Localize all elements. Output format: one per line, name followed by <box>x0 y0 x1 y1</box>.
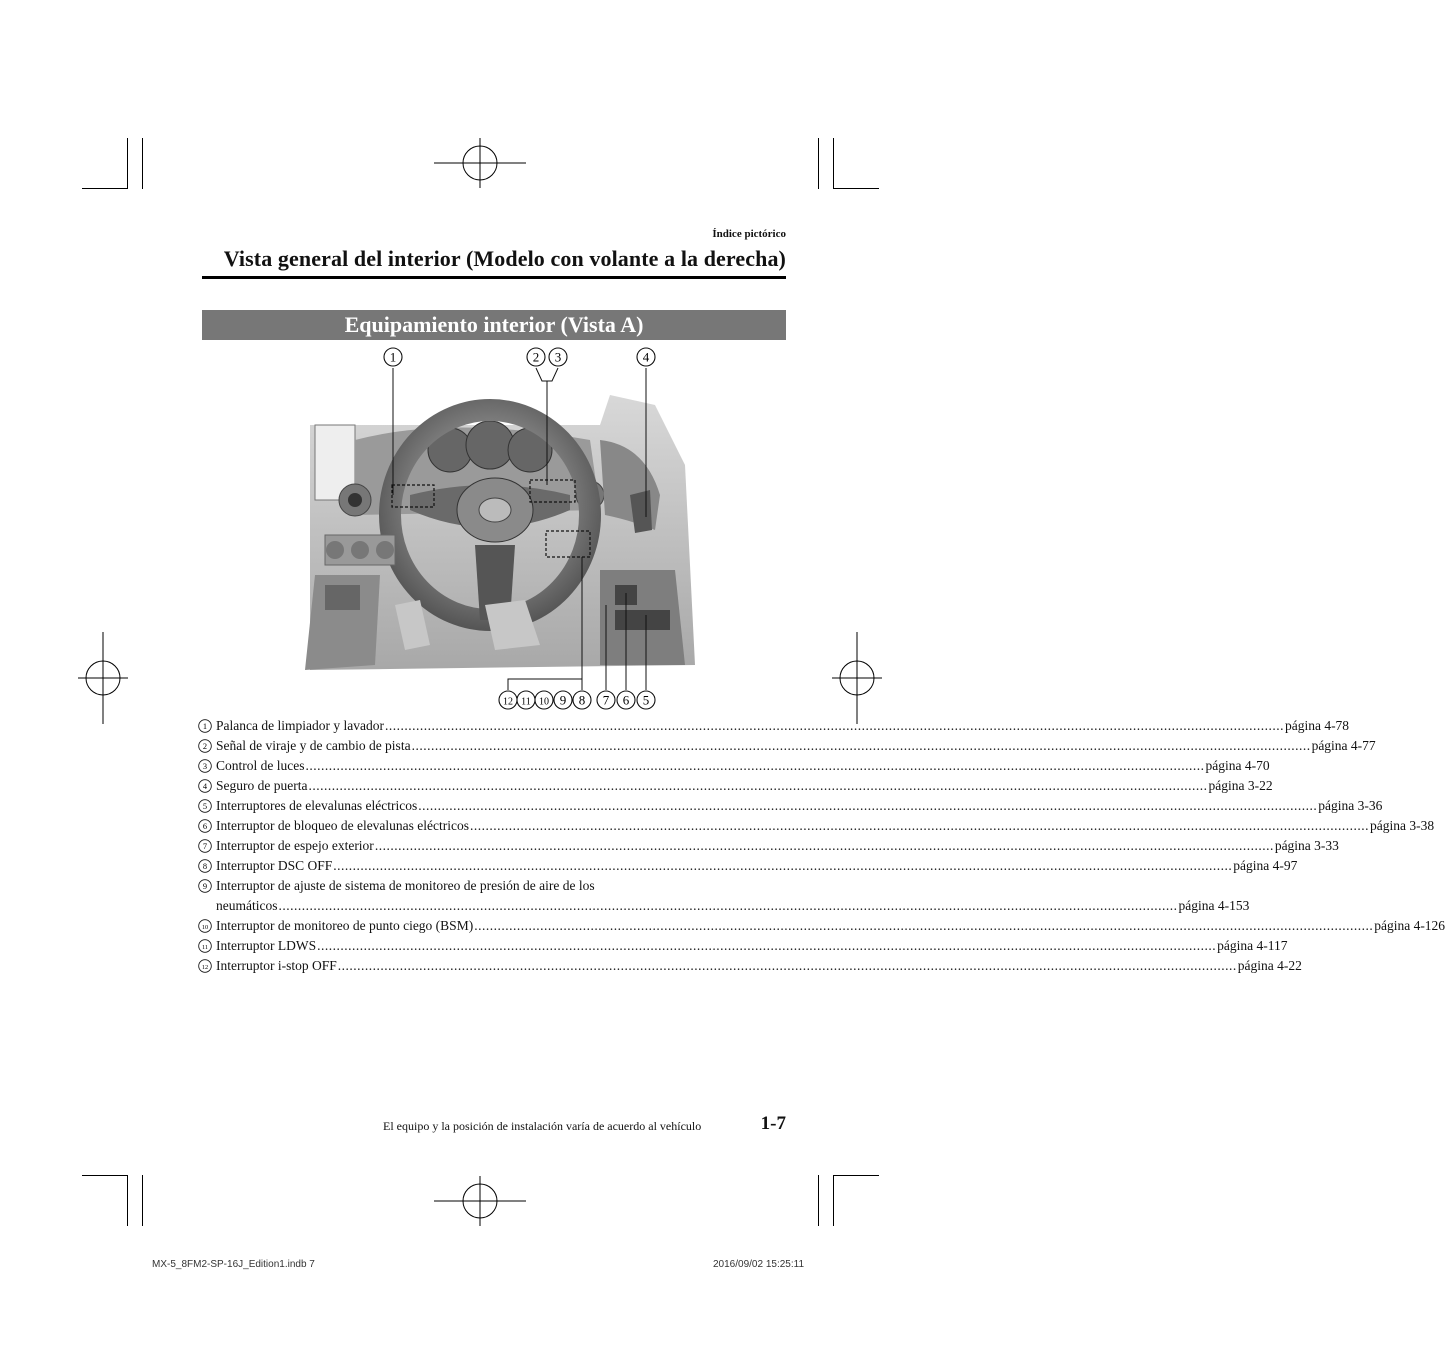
svg-text:10: 10 <box>539 696 549 708</box>
callout-7 <box>597 691 615 709</box>
footer-note: El equipo y la posición de instalación varía de acuerdo al vehículo <box>383 1119 702 1133</box>
svg-text:11: 11 <box>521 696 531 708</box>
interior-illustration <box>300 345 695 720</box>
leader-dots <box>418 796 1317 816</box>
item-page-ref[interactable]: página 4-77 <box>1311 738 1376 753</box>
callout-6 <box>617 691 635 709</box>
leader-dots <box>308 776 1207 796</box>
legend-item-2 <box>198 736 1376 756</box>
print-timestamp: 2016/09/02 15:25:11 <box>713 1259 805 1270</box>
item-number-6 <box>198 816 216 833</box>
svg-text:1: 1 <box>389 349 397 365</box>
leader-dots <box>338 956 1237 976</box>
registration-mark-bottom <box>434 1176 526 1226</box>
legend-item-8 <box>198 856 1298 876</box>
legend-item-6 <box>198 816 1435 836</box>
registration-mark-right <box>832 632 882 724</box>
item-page-ref[interactable]: página 3-36 <box>1318 798 1383 813</box>
item-number-3 <box>198 756 216 773</box>
item-page-ref[interactable]: página 4-117 <box>1217 938 1288 953</box>
item-legend <box>198 716 1445 976</box>
item-label: Interruptor de espejo exterior <box>216 838 374 853</box>
legend-item-1 <box>198 716 1350 736</box>
item-number-2 <box>198 736 216 753</box>
svg-text:9: 9 <box>559 692 567 708</box>
svg-text:4: 4 <box>202 781 208 791</box>
callout-4 <box>637 348 655 366</box>
item-label: neumáticos <box>216 898 278 913</box>
item-number-11 <box>198 936 216 953</box>
legend-item-10 <box>198 916 1445 936</box>
item-label: Interruptor de ajuste de sistema de monitoreo de presión de aire de los <box>216 878 595 893</box>
legend-item-7 <box>198 836 1339 856</box>
item-page-ref[interactable]: página 3-33 <box>1274 838 1339 853</box>
item-label: Interruptores de elevalunas eléctricos <box>216 798 418 813</box>
item-label: Control de luces <box>216 758 305 773</box>
svg-text:2: 2 <box>532 349 540 365</box>
svg-text:6: 6 <box>622 692 630 708</box>
item-label: Interruptor LDWS <box>216 938 317 953</box>
leader-dots <box>278 896 1177 916</box>
legend-item-9 <box>198 876 1250 916</box>
leader-dots <box>317 936 1216 956</box>
legend-item-5 <box>198 796 1383 816</box>
item-page-ref[interactable]: página 4-22 <box>1237 958 1302 973</box>
svg-text:10: 10 <box>201 923 209 931</box>
item-number-5 <box>198 796 216 813</box>
callout-11 <box>517 691 535 709</box>
section-banner: Equipamiento interior (Vista A) <box>202 310 786 340</box>
item-page-ref[interactable]: página 4-97 <box>1233 858 1298 873</box>
page-number: 1-7 <box>760 1113 786 1134</box>
svg-text:5: 5 <box>202 801 208 811</box>
item-page-ref[interactable]: página 4-153 <box>1178 898 1250 913</box>
svg-text:5: 5 <box>642 692 650 708</box>
item-number-8 <box>198 856 216 873</box>
svg-text:8: 8 <box>578 692 586 708</box>
item-page-ref[interactable]: página 3-22 <box>1208 778 1273 793</box>
callout-5 <box>637 691 655 709</box>
callout-9 <box>554 691 572 709</box>
item-number-7 <box>198 836 216 853</box>
item-label: Interruptor de bloqueo de elevalunas eléctricos <box>216 818 470 833</box>
item-label: Interruptor i-stop OFF <box>216 958 337 973</box>
callout-3 <box>549 348 567 366</box>
registration-mark-top <box>434 138 526 188</box>
item-number-4 <box>198 776 216 793</box>
callout-8 <box>573 691 591 709</box>
svg-text:12: 12 <box>201 963 209 971</box>
leader-dots <box>412 736 1311 756</box>
svg-text:11: 11 <box>201 943 209 951</box>
leader-dots <box>385 716 1284 736</box>
callout-1 <box>384 348 402 366</box>
registration-mark-left <box>78 632 128 724</box>
svg-text:7: 7 <box>602 692 610 708</box>
svg-text:4: 4 <box>642 349 650 365</box>
item-label: Señal de viraje y de cambio de pista <box>216 738 411 753</box>
item-number-9 <box>198 876 216 893</box>
callout-10 <box>535 691 553 709</box>
section-label: Índice pictórico <box>712 228 786 240</box>
item-number-12 <box>198 956 216 973</box>
leader-dots <box>470 816 1369 836</box>
item-number-1 <box>198 716 216 733</box>
svg-text:8: 8 <box>202 861 208 871</box>
item-label: Seguro de puerta <box>216 778 308 793</box>
title-rule <box>202 276 786 279</box>
svg-text:3: 3 <box>554 349 562 365</box>
item-page-ref[interactable]: página 4-70 <box>1205 758 1270 773</box>
page-title: Vista general del interior (Modelo con volante a la derecha) <box>223 246 786 271</box>
svg-text:12: 12 <box>503 696 513 708</box>
leader-dots <box>333 856 1232 876</box>
svg-text:3: 3 <box>202 761 208 771</box>
legend-item-11 <box>198 936 1288 956</box>
callout-12 <box>499 691 517 709</box>
print-file-info: MX-5_8FM2-SP-16J_Edition1.indb 7 <box>152 1259 315 1270</box>
item-number-10 <box>198 916 216 933</box>
leader-dots <box>375 836 1274 856</box>
item-label: Palanca de limpiador y lavador <box>216 718 384 733</box>
leader-dots <box>474 916 1373 936</box>
item-page-ref[interactable]: página 4-126 <box>1374 918 1445 933</box>
legend-item-12 <box>198 956 1302 976</box>
svg-text:6: 6 <box>202 821 208 831</box>
item-page-ref[interactable]: página 4-78 <box>1284 718 1350 733</box>
legend-item-3 <box>198 756 1270 776</box>
svg-text:2: 2 <box>202 741 208 751</box>
svg-text:1: 1 <box>202 721 208 731</box>
svg-text:9: 9 <box>202 881 208 891</box>
item-page-ref[interactable]: página 3-38 <box>1370 818 1435 833</box>
item-label: Interruptor DSC OFF <box>216 858 333 873</box>
legend-item-4 <box>198 776 1273 796</box>
callout-2 <box>527 348 545 366</box>
leader-dots <box>305 756 1204 776</box>
svg-text:7: 7 <box>202 841 208 851</box>
item-label: Interruptor de monitoreo de punto ciego (BSM) <box>216 918 474 933</box>
